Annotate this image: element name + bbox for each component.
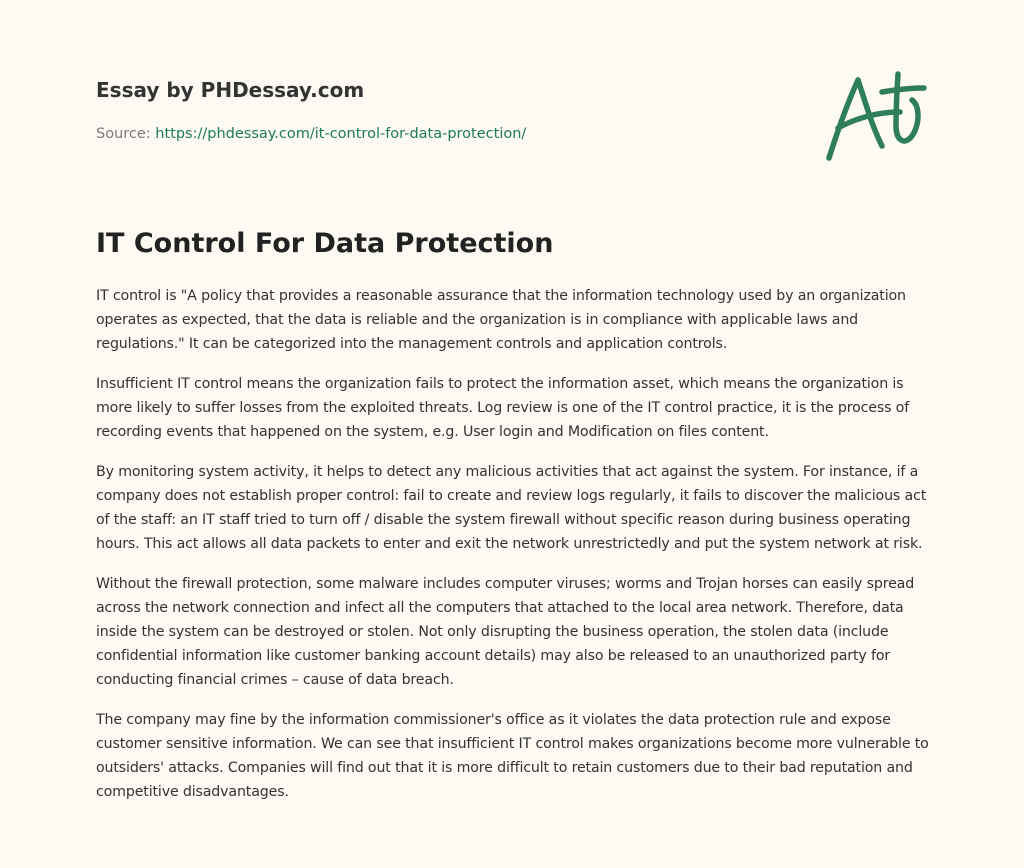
article-paragraph: Without the firewall protection, some malware includes computer viruses; worms and Trojan horses can easily spread across the network connection and infect all the computers that attached to the local area network. Therefore, data inside the system can be destroyed or stolen. Not only disrupting the business operation, the stolen data (include confidential information like customer banking account details) may also be released to an unauthorized party for conducting financial crimes – cause of data breach. xyxy=(96,576,915,688)
article-body xyxy=(96,284,932,820)
source-link[interactable]: https://phdessay.com/it-control-for-data-protection/ xyxy=(155,126,527,142)
a-plus-grade-icon xyxy=(820,66,930,166)
article-title: IT Control For Data Protection xyxy=(96,228,554,259)
page-header xyxy=(96,76,796,142)
site-title: Essay by PHDessay.com xyxy=(96,78,365,102)
article-paragraph: By monitoring system activity, it helps to detect any malicious activities that act against the system. For instance, if a company does not establish proper control: fail to create and review logs regularly, it fails to discover the malicious act of the staff: an IT staff tried to turn off / disable the system firewall without specific reason during business operating hours. This act allows all data packets to enter and exit the network unrestrictedly and put the system network at risk. xyxy=(96,464,927,552)
source-line xyxy=(96,124,526,144)
article-paragraph: The company may fine by the information commissioner's office as it violates the data protection rule and expose customer sensitive information. We can see that insufficient IT control makes organizations become more vulnerable to outsiders' attacks. Companies will find out that it is more difficult to retain customers due to their bad reputation and competitive disadvantages. xyxy=(96,712,929,800)
article-paragraph: IT control is "A policy that provides a reasonable assurance that the information technology used by an organization operates as expected, that the data is reliable and the organization is in compliance with applicable laws and regulations." It can be categorized into the management controls and application controls. xyxy=(96,288,906,352)
article-paragraph: Insufficient IT control means the organization fails to protect the information asset, which means the organization is more likely to suffer losses from the exploited threats. Log review is one of the IT control practice, it is the process of recording events that happened on the system, e.g. User login and Modification on files content. xyxy=(96,376,910,440)
source-label: Source: xyxy=(96,126,151,142)
